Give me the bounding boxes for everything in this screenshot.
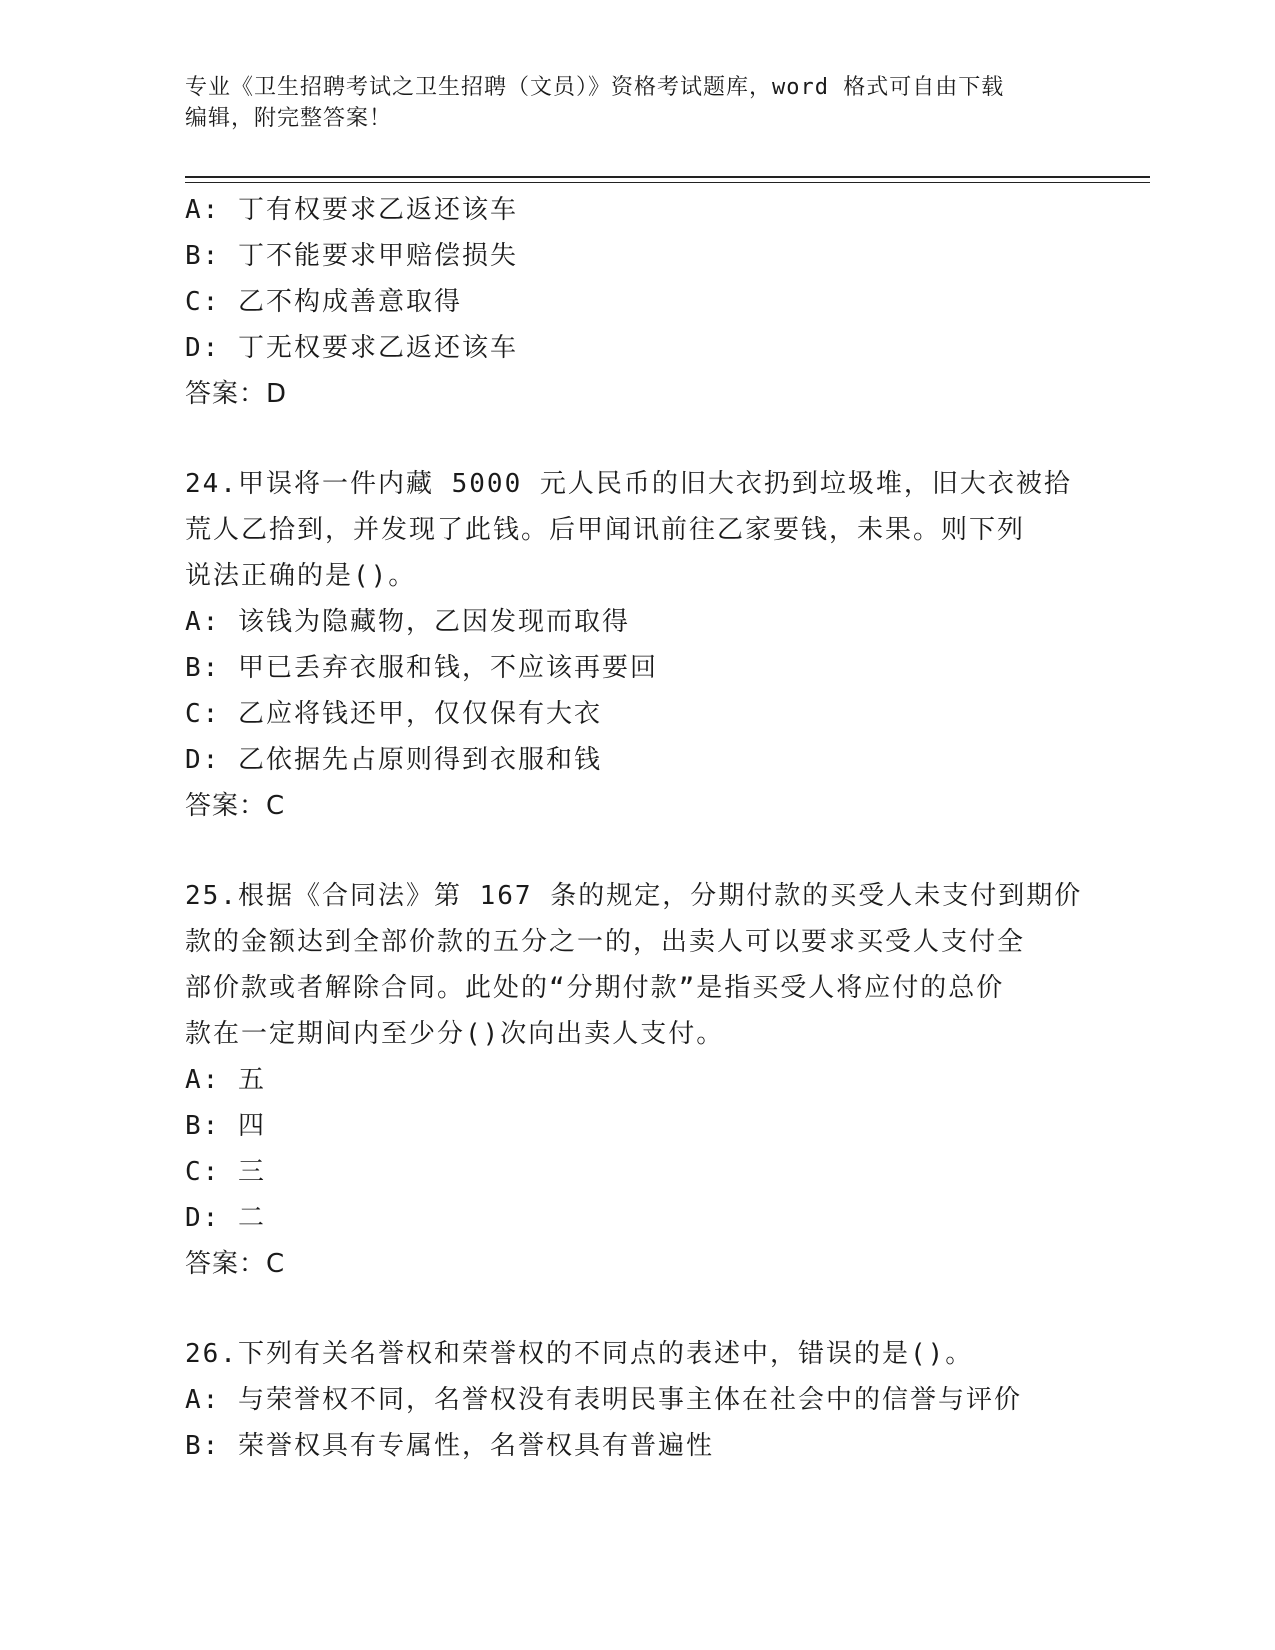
question-text-line: 款在一定期间内至少分()次向出卖人支付。 bbox=[185, 1019, 725, 1049]
question-26 bbox=[185, 1331, 1105, 1469]
question-25 bbox=[185, 873, 1105, 1287]
answer-line: 答案：C bbox=[185, 791, 286, 821]
question-24 bbox=[185, 461, 1105, 829]
spacer bbox=[185, 417, 1105, 461]
question-text-line: 25.根据《合同法》第 167 条的规定，分期付款的买受人未支付到期价 bbox=[185, 881, 1083, 911]
question-text-line: 说法正确的是()。 bbox=[185, 561, 417, 591]
question-text-line: 24.甲误将一件内藏 5000 元人民币的旧大衣扔到垃圾堆，旧大衣被拾 bbox=[185, 469, 1072, 499]
option-a: A: 五 bbox=[185, 1065, 266, 1095]
question-text-line: 款的金额达到全部价款的五分之一的，出卖人可以要求买受人支付全 bbox=[185, 927, 1026, 957]
option-b: B: 丁不能要求甲赔偿损失 bbox=[185, 241, 518, 271]
option-d: D: 丁无权要求乙返还该车 bbox=[185, 333, 518, 363]
header-divider-thin bbox=[185, 182, 1150, 183]
question-23 bbox=[185, 187, 1105, 417]
option-d: D: 乙依据先占原则得到衣服和钱 bbox=[185, 745, 602, 775]
spacer bbox=[185, 829, 1105, 873]
option-a: A: 与荣誉权不同，名誉权没有表明民事主体在社会中的信誉与评价 bbox=[185, 1385, 1022, 1415]
option-c: C: 乙应将钱还甲，仅仅保有大衣 bbox=[185, 699, 602, 729]
header-line-1: 专业《卫生招聘考试之卫生招聘（文员）》资格考试题库，word 格式可自由下载 bbox=[185, 75, 1005, 100]
option-b: B: 荣誉权具有专属性，名誉权具有普遍性 bbox=[185, 1431, 714, 1461]
question-text-line: 部价款或者解除合同。此处的“分期付款”是指买受人将应付的总价 bbox=[185, 973, 1005, 1003]
spacer bbox=[185, 1287, 1105, 1331]
header-divider-thick bbox=[185, 176, 1150, 178]
question-text-line: 26.下列有关名誉权和荣誉权的不同点的表述中，错误的是()。 bbox=[185, 1339, 974, 1369]
option-c: C: 三 bbox=[185, 1157, 266, 1187]
answer-line: 答案：C bbox=[185, 1249, 286, 1279]
option-c: C: 乙不构成善意取得 bbox=[185, 287, 462, 317]
question-text-line: 荒人乙拾到，并发现了此钱。后甲闻讯前往乙家要钱，未果。则下列 bbox=[185, 515, 1026, 545]
header-line-2: 编辑，附完整答案！ bbox=[185, 106, 393, 131]
document-body bbox=[185, 187, 1105, 1469]
option-a: A: 丁有权要求乙返还该车 bbox=[185, 195, 518, 225]
option-b: B: 甲已丢弃衣服和钱，不应该再要回 bbox=[185, 653, 658, 683]
option-d: D: 二 bbox=[185, 1203, 266, 1233]
document-header bbox=[185, 72, 1085, 134]
option-b: B: 四 bbox=[185, 1111, 266, 1141]
option-a: A: 该钱为隐藏物，乙因发现而取得 bbox=[185, 607, 630, 637]
answer-line: 答案：D bbox=[185, 379, 288, 409]
